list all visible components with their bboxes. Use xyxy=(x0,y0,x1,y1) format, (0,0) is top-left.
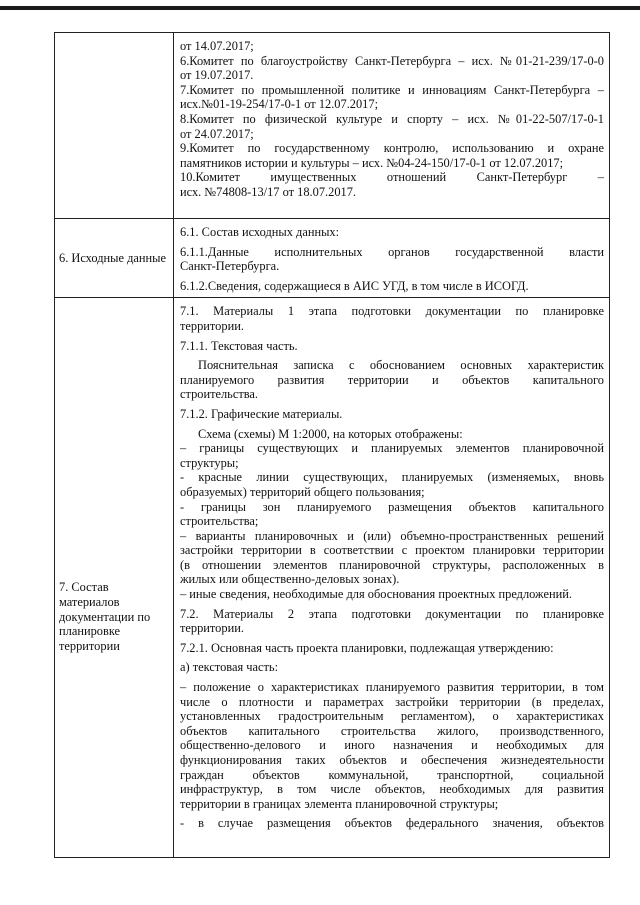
text-line: - границы зон планируемого размещения объектов капитального xyxy=(180,499,604,514)
text-line: Санкт-Петербурга. xyxy=(180,259,280,274)
row-label-text: планировке xyxy=(59,624,121,639)
text-line: – иные сведения, необходимые для обоснования проектных предложений. xyxy=(180,587,572,602)
document-table xyxy=(54,32,610,858)
text-line: строительства; xyxy=(180,514,259,529)
text-line: от 19.07.2017. xyxy=(180,68,254,83)
row-content-cell xyxy=(174,219,610,298)
text-line: - красные линии существующих, планируемых (изменяемых, вновь xyxy=(180,470,604,485)
text-line: от 14.07.2017; xyxy=(180,39,254,53)
text-line: 7.2. Материалы 2 этапа подготовки документации по планировке xyxy=(180,606,604,621)
text-line: а) текстовая часть: xyxy=(180,660,279,675)
row-label-cell xyxy=(55,219,174,298)
row-content-cell xyxy=(174,33,610,219)
text-line: объектов капитального строительства жилого, производственного, xyxy=(180,723,604,738)
text-line: граждан объектов коммунальной, транспортной, социальной xyxy=(180,767,604,782)
text-line: 6.1.1.Данные исполнительных органов государственной власти xyxy=(180,244,604,259)
text-line: - в случае размещения объектов федерального значения, объектов xyxy=(180,816,604,831)
text-line: общественно-делового и иного назначения и необходимых для xyxy=(180,738,604,753)
text-line: 7.2.1. Основная часть проекта планировки, подлежащая утверждению: xyxy=(180,640,554,655)
text-line: 6.1.2.Сведения, содержащиеся в АИС УГД, в том числе в ИСОГД. xyxy=(180,278,529,293)
row-content-cell xyxy=(174,298,610,858)
row-label-text: территории xyxy=(59,638,120,653)
text-line: от 24.07.2017; xyxy=(180,126,254,141)
text-line: территории в границах элемента планировочной структуры; xyxy=(180,796,499,811)
text-line: застройки территории в соответствии с проектом планировки территории xyxy=(180,543,604,558)
text-line: 8.Комитет по физической культуре и спорту – исх. №01-22-507/17-0-1 xyxy=(180,111,604,126)
text-line: инфраструктур, в том числе объектов, необходимых для развития xyxy=(180,782,604,797)
text-line: 7.1.1. Текстовая часть. xyxy=(180,338,298,353)
text-line: памятников истории и культуры – исх. №04-24-150/17-0-1 от 12.07.2017; xyxy=(180,155,564,170)
text-line: образуемых) территорий общего пользования; xyxy=(180,484,425,499)
text-line: 9.Комитет по государственному контролю, использованию и охране xyxy=(180,141,604,156)
text-line: исх.№01-19-254/17-0-1 от 12.07.2017; xyxy=(180,97,379,112)
table-row-documentation-composition xyxy=(55,298,610,858)
text-line: 7.1. Материалы 1 этапа подготовки документации по планировке xyxy=(180,304,604,319)
table-row-continuation xyxy=(55,33,610,219)
row-label-text: 7. Состав xyxy=(59,580,109,595)
row-label-cell xyxy=(55,33,174,219)
row-label-text: документации по xyxy=(59,609,151,624)
text-line: структуры; xyxy=(180,455,239,470)
text-line: установленных градостроительным регламентом), о характеристиках xyxy=(180,709,604,724)
row-label-cell xyxy=(55,298,174,858)
text-line: функционирования таких объектов и обеспечения жизнедеятельности xyxy=(180,753,604,767)
text-line: 6.1. Состав исходных данных: xyxy=(180,225,340,239)
text-line: территории. xyxy=(180,621,244,636)
text-line: территории. xyxy=(180,318,244,333)
text-line: планируемого развития территории и объектов капитального xyxy=(180,372,604,387)
text-line: 6.Комитет по благоустройству Санкт-Петербурга – исх. №01-21-239/17-0-0 xyxy=(180,53,604,68)
text-line: исх. №74808-13/17 от 18.07.2017. xyxy=(180,184,357,199)
text-line: 10.Комитет имущественных отношений Санкт-Петербург – xyxy=(180,170,604,185)
text-line: Пояснительная записка с обоснованием основных характеристик xyxy=(198,358,604,373)
text-line: – границы существующих и планируемых элементов планировочной xyxy=(180,441,604,456)
text-line: – варианты планировочных и (или) объемно-пространственных решений xyxy=(180,528,604,543)
text-line: (в отношении элементов планировочной структуры, расположенных в xyxy=(180,557,604,572)
row-label-text: 6. Исходные данные xyxy=(59,250,166,265)
table-row-initial-data xyxy=(55,219,610,298)
text-line: числе о плотности и параметрах застройки территории (в пределах, xyxy=(180,694,604,709)
text-line: строительства. xyxy=(180,387,259,402)
row-label-text: материалов xyxy=(59,594,120,609)
text-line: Схема (схемы) М 1:2000, на которых отображены: xyxy=(198,426,463,441)
text-line: 7.Комитет по промышленной политике и инновациям Санкт-Петербурга – xyxy=(180,82,604,97)
text-line: жилых или общественно-деловых зонах). xyxy=(180,572,400,587)
text-line: – положение о характеристиках планируемого развития территории, в том xyxy=(180,680,604,695)
text-line: 7.1.2. Графические материалы. xyxy=(180,406,343,421)
page-top-rule xyxy=(0,6,640,10)
